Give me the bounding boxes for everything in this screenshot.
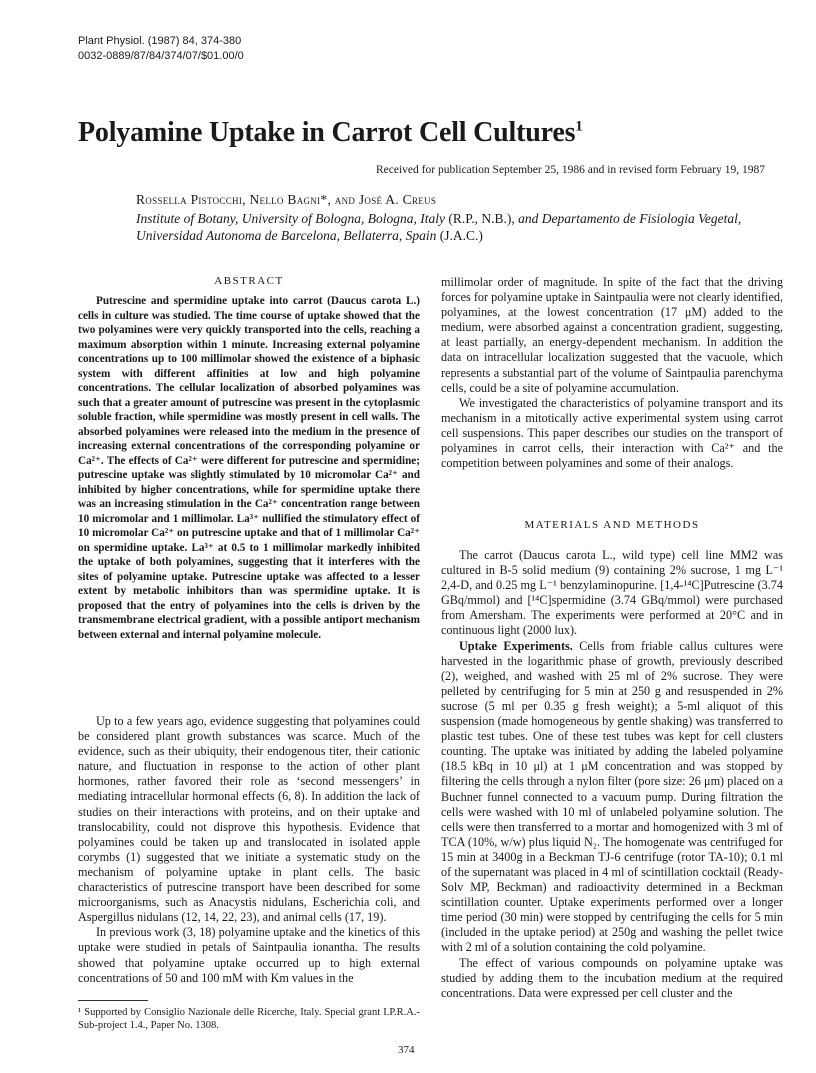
methods-paragraph-1: The carrot (Daucus carota L., wild type) cell line MM2 was cultured in B-5 solid medium (9) containing 2% sucrose, 1 mg L⁻¹ 2,4-D, and 0.25 mg L⁻¹ benzylaminopurine. [1,4-¹⁴C]Putrescine (3.74 GBq/mmol) and [¹⁴C]spermidine (3.74 GBq/mmol) were purchased from Amersham. The experiments were performed at 20°C and in continuous light (2000 lux). [441,548,783,638]
introduction [78,714,420,986]
methods-paragraph-2 [441,639,783,956]
intro-paragraph-1: Up to a few years ago, evidence suggesting that polyamines could be considered plant growth substances was scarce. Much of the evidence, such as their ubiquity, their endogenous titer, their cationic nature, and fluctuation in response to the action of other plant hormones, rather favored their role as ‘second messengers’ in mediating intracellular hormonal effects (6, 8). In addition the lack of studies on their interactions with proteins, and on their uptake and translocability, could not disprove this hypothesis. Evidence that polyamines could be taken up and translocated in isolated apple corymbs (1) suggested that we initiate a systematic study on the mechanism of polyamine uptake in plant cells. The basic characteristics of putrescine transport have been described for some microorganisms, such as Anacystis nidulans, Escherichia coli, and Aspergillus nidulans (12, 14, 22, 23), and animal cells (17, 19). [78,714,420,925]
methods-paragraph-3: The effect of various compounds on polyamine uptake was studied by adding them to the incubation medium at the required concentrations. Data were expressed per cell cluster and the [441,955,783,1000]
footnote: ¹ Supported by Consiglio Nazionale delle Ricerche, Italy. Special grant I.P.R.A.-Sub-project 1.4., Paper No. 1308. [78,1007,420,1031]
methods-body [441,548,783,1001]
affiliation-bologna: Institute of Botany, University of Bologna, Bologna, Italy [136,211,445,226]
uptake-subheading: Uptake Experiments. [459,638,573,653]
abstract-heading: ABSTRACT [214,275,284,287]
affiliation-initials-2: (J.A.C.) [436,228,483,243]
abstract-text: Putrescine and spermidine uptake into carrot (Daucus carota L.) cells in culture was studied. The time course of uptake showed that the two polyamines were very quickly transported into the cells, reaching a maximum absorption within 1 minute. Increasing external polyamine concentrations up to 100 millimolar showed the existence of a biphasic system with different affinities at low and high polyamine concentrations. The cellular localization of absorbed polyamines was such that a greater amount of putrescine was present in the cytoplasmic soluble fraction, while spermidine was mostly present in cell walls. The absorbed polyamines were released into the medium in the presence of increasing external concentrations of the corresponding polyamine or Ca²⁺. The effects of Ca²⁺ were different for putrescine and spermidine; putrescine uptake was slightly stimulated by 10 micromolar Ca²⁺ and inhibited by higher concentrations, while for spermidine uptake there was an increasing stimulation in the Ca²⁺ concentration range between 10 micromolar and 1 millimolar. La³⁺ nullified the stimulatory effect of 10 micromolar Ca²⁺ on putrescine uptake and that of 1 millimolar Ca²⁺ on spermidine uptake. La³⁺ at 0.5 to 1 millimolar markedly inhibited the uptake of both polyamines, suggesting that it interferes with the sites of polyamine uptake. Putrescine uptake was affected to a lesser extent by metabolic inhibitors than was spermidine uptake. It is proposed that the entry of polyamines into the cells is driven by the transmembrane electrical gradient, with a possible antiport mechanism between external and internal polyamine molecule. [78,295,420,641]
affiliation [136,210,776,244]
abstract-body [78,294,420,642]
received-line: Received for publication September 25, 1986 and in revised form February 19, 1987 [376,164,765,176]
footnote-divider [78,1000,148,1001]
intro-paragraph-3: millimolar order of magnitude. In spite of the fact that the driving forces for polyamine uptake in Saintpaulia were not clearly identified, polyamines, at the lowest concentration (17 μM) added to the medium, were absorbed against a concentration gradient, suggesting, at least partially, an energy-dependent mechanism. In addition the data on intracellular localization suggested that the vacuole, which represents a substantial part of the volume of Saintpaulia parenchyma cells, could be a site of polyamine accumulation. [441,275,783,395]
journal-code: 0032-0889/87/84/374/07/$01.00/0 [78,50,244,62]
affiliation-barcelona: and Departamento de Fisiologia Vegetal, Universidad Autonoma de Barcelona, Bellaterra, Spain [136,211,742,243]
authors: Rossella Pistocchi, Nello Bagni*, and José A. Creus [136,192,437,207]
title-text: Polyamine Uptake in Carrot Cell Cultures [78,117,576,148]
intro-paragraph-4: We investigated the characteristics of polyamine transport and its mechanism in a mitotically active experimental system using carrot cell suspensions. This paper describes our studies on the transport of polyamines in carrot cells, their interaction with Ca²⁺ and the competition between polyamines and some of their analogs. [441,395,783,471]
intro-paragraph-2: In previous work (3, 18) polyamine uptake and the kinetics of this uptake were studied in petals of Saintpaulia ionantha. The results showed that polyamine uptake occurred up to high external concentrations of 50 and 100 mM with Km values in the [78,925,420,985]
paper-title [78,117,583,149]
journal-header [78,34,244,64]
methods-heading: MATERIALS AND METHODS [524,519,700,531]
uptake-text: Cells from friable callus cultures were harvested in the logarithmic phase of growth, previously described (2), weighed, and washed with 25 ml of 2% sucrose. They were pelleted by centrifuging for 5 min at 250 g and resuspended in 2% sucrose (5 ml per 0.35 g fresh weight); a 5-ml aliquot of this suspension (made homogeneous by gentle shaking) was transferred to plastic test tubes. One of these test tubes was kept for cell clusters counting. The uptake was initiated by adding the labeled polyamine (18.5 kBq in 10 μl) at 1 μM concentration and was stopped by filtering the cells through a nylon filter (pore size: 26 μm) placed on a Buchner funnel connected to a vacuum pump. During filtration the cells were washed with 10 ml of unlabeled polyamine solution. The cells were then transferred to a mortar and homogenized with 3 ml of TCA (10%, w/w) plus liquid N₂. The homogenate was centrifuged for 15 min at 3400g in a Beckman TJ-6 centrifuge (rotor TA-10); 0.1 ml of the supernatant was placed in 4 ml of scintillation cocktail (Ready-Solv MP, Beckman) and radioactivity determined in a Beckman scintillation counter. Uptake experiments performed over a longer time period (30 min) were stopped by centrifuging the cells for 5 min (included in the uptake period) at 250g and washing the pellet twice with 2 ml of a solution containing the cold polyamine. [441,638,783,955]
affiliation-initials-1: (R.P., N.B.), [444,211,519,226]
journal-citation: Plant Physiol. (1987) 84, 374-380 [78,35,242,47]
page-number: 374 [398,1044,415,1056]
intro-continued [441,275,783,471]
title-footnote-mark: 1 [575,118,583,135]
